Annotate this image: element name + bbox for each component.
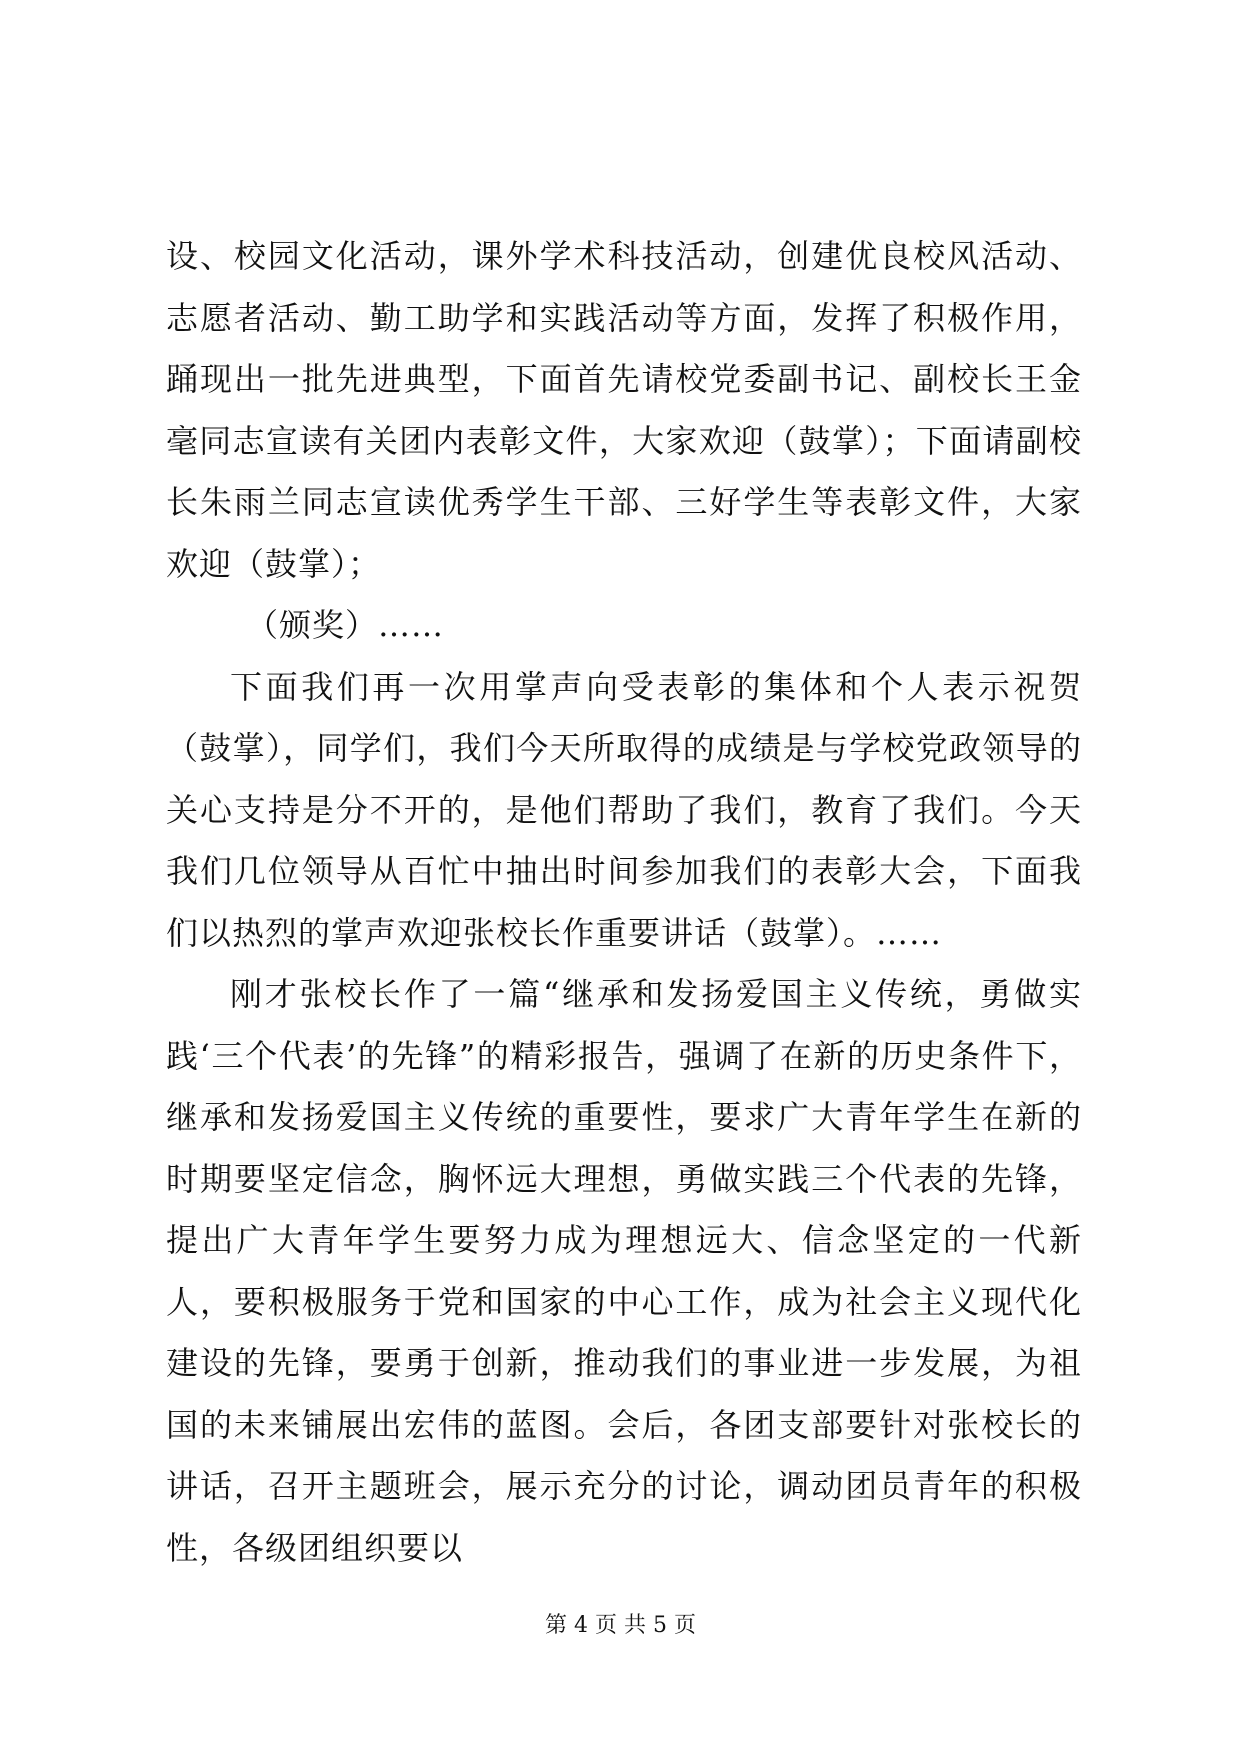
paragraph-speech-summary: 刚才张校长作了一篇“继承和发扬爱国主义传统，勇做实践‘三个代表’的先锋”的精彩报告，强调了在新的历史条件下，继承和发扬爱国主义传统的重要性，要求广大青年学生在新的时期要坚定信念，胸怀远大理想，勇做实践三个代表的先锋，提出广大青年学生要努力成为理想远大、信念坚定的一代新人，要积极服务于党和国家的中心工作，成为社会主义现代化建设的先锋，要勇于创新，推动我们的事业进一步发展，为祖国的未来铺展出宏伟的蓝图。会后，各团支部要针对张校长的讲话，召开主题班会，展示充分的讨论，调动团员青年的积极性，各级团组织要以 (166, 975, 1082, 1567)
paragraph-congratulations: 下面我们再一次用掌声向受表彰的集体和个人表示祝贺（鼓掌），同学们，我们今天所取得的成绩是与学校党政领导的关心支持是分不开的，是他们帮助了我们，教育了我们。今天我们几位领导从百忙中抽出时间参加我们的表彰大会，下面我们以热烈的掌声欢迎张校长作重要讲话（鼓掌）。…… (166, 667, 1082, 952)
paragraph-award: （颁奖）…… (246, 606, 445, 644)
document-body (166, 226, 1082, 1579)
page-number-footer: 第 4 页 共 5 页 (545, 1613, 696, 1638)
paragraph-continued: 设、校园文化活动，课外学术科技活动，创建优良校风活动、志愿者活动、勤工助学和实践活动等方面，发挥了积极作用，踊现出一批先进典型，下面首先请校党委副书记、副校长王金毫同志宣读有关团内表彰文件，大家欢迎（鼓掌）；下面请副校长朱雨兰同志宣读优秀学生干部、三好学生等表彰文件，大家欢迎（鼓掌）； (166, 237, 1082, 583)
